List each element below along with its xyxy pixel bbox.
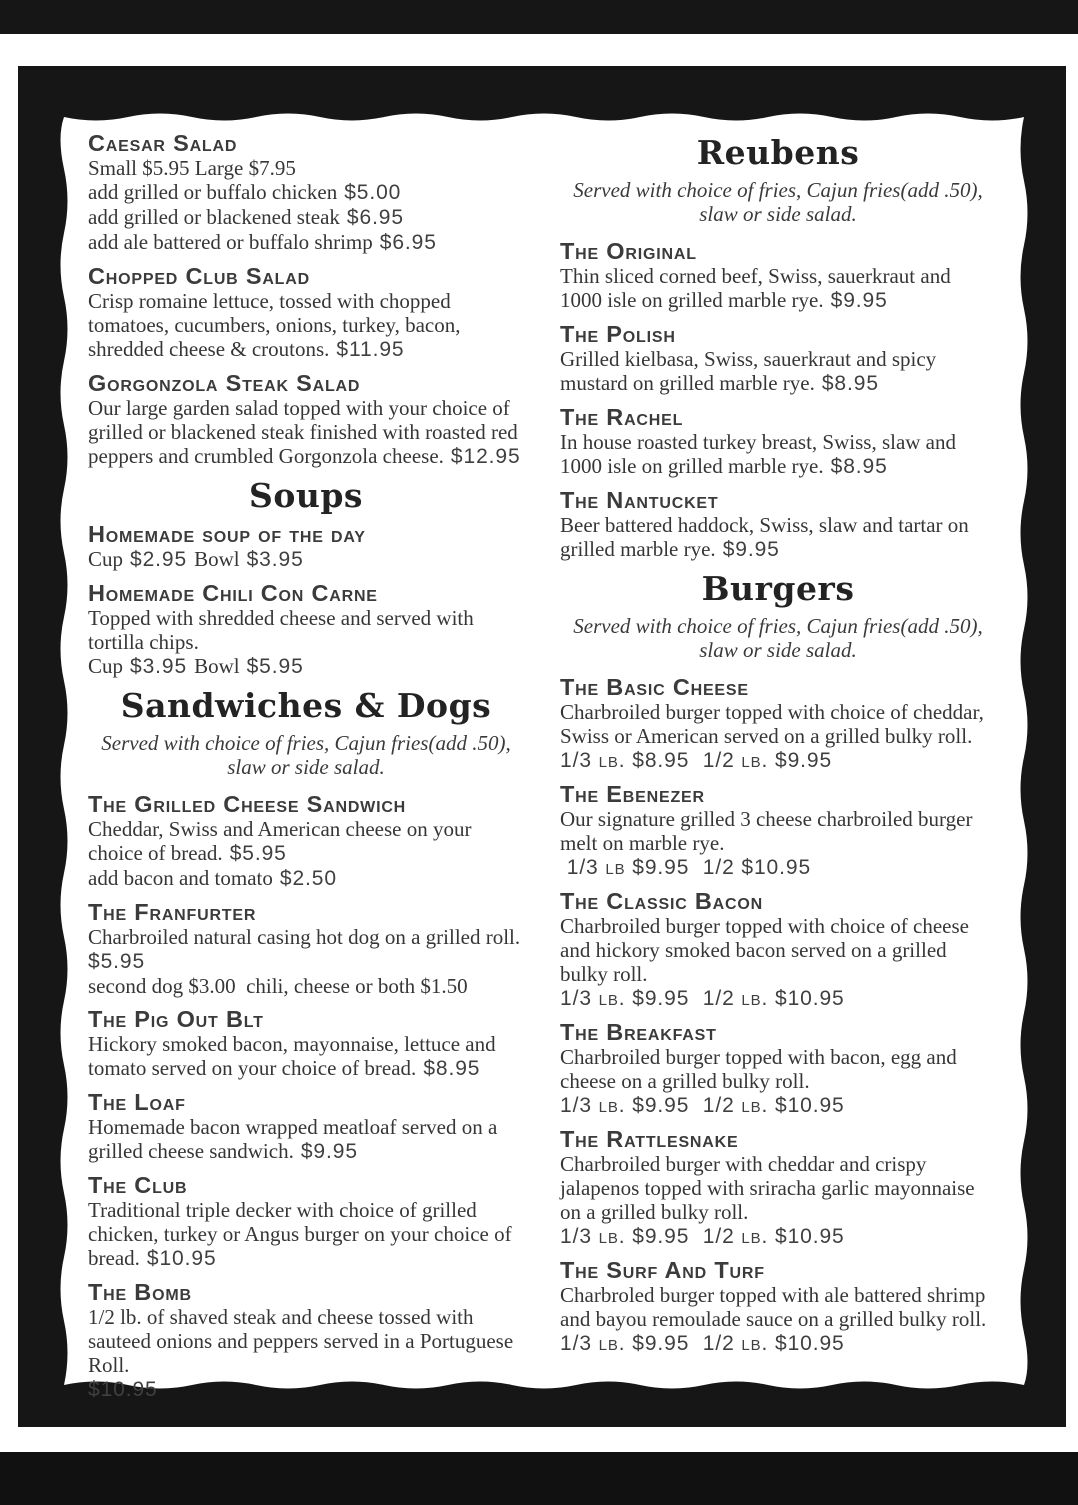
price-text: 1/3 lb $9.95 1/2 $10.95: [560, 855, 812, 879]
item-line: [560, 1331, 996, 1356]
price-text: $5.95: [246, 654, 304, 678]
item-line: [88, 817, 524, 866]
price-text: 1/3 lb. $8.95 1/2 lb. $9.95: [560, 748, 833, 772]
price-text: 1/3 lb. $9.95 1/2 lb. $10.95: [560, 1224, 845, 1248]
description-text: Traditional triple decker with choice of grilled chicken, turkey or Angus burger on your choice of bread.: [88, 1197, 512, 1270]
description-text: 1/2 lb. of shaved steak and cheese tossed with sauteed onions and peppers served in a Portuguese Roll.: [88, 1304, 514, 1377]
menu-item: [560, 238, 996, 313]
item-line: [88, 949, 524, 974]
item-line: [560, 986, 996, 1011]
price-text: $5.00: [344, 181, 402, 204]
description-text: Grilled kielbasa, Swiss, sauerkraut and spicy mustard on grilled marble rye.: [560, 346, 937, 395]
description-text: Hickory smoked bacon, mayonnaise, lettuce and tomato served on your choice of bread.: [88, 1031, 496, 1080]
item-line: [88, 289, 524, 362]
item-line: [88, 925, 524, 949]
price-text: $5.95: [229, 841, 287, 865]
item-line: [560, 807, 996, 855]
item-name: The Rachel: [560, 403, 684, 430]
menu-item: [88, 1279, 524, 1402]
description-text: add grilled or buffalo chicken: [88, 180, 338, 204]
description-text: Charbroled burger topped with ale battered shrimp and bayou remoulade sauce on a grilled bulky roll.: [560, 1282, 987, 1331]
price-text: $2.95: [130, 547, 188, 571]
menu-column-right: [560, 134, 996, 1364]
item-line: [560, 1045, 996, 1093]
item-line: [560, 513, 996, 562]
description-text: Charbroiled natural casing hot dog on a grilled roll.: [88, 924, 521, 949]
item-line: [88, 1032, 524, 1081]
price-text: $8.95: [423, 1056, 481, 1080]
price-text: 1/3 lb. $9.95 1/2 lb. $10.95: [560, 1093, 845, 1117]
item-name: The Surf And Turf: [560, 1256, 765, 1283]
item-name: The Franfurter: [88, 898, 257, 925]
item-line: [88, 156, 524, 180]
description-text: Thin sliced corned beef, Swiss, sauerkraut and 1000 isle on grilled marble rye.: [560, 263, 951, 312]
description-text: Crisp romaine lettuce, tossed with chopped tomatoes, cucumbers, onions, turkey, bacon, shredded cheese & croutons.: [88, 289, 461, 361]
item-name: Chopped Club Salad: [88, 263, 310, 289]
item-line: [560, 430, 996, 479]
menu-item: [560, 1019, 996, 1118]
menu-item: [560, 888, 996, 1011]
item-line: [560, 1224, 996, 1249]
description-text: add grilled or blackened steak: [88, 205, 340, 229]
menu-item: [88, 1172, 524, 1271]
price-text: $2.50: [279, 866, 337, 890]
price-text: $10.95: [146, 1246, 217, 1270]
item-line: [560, 264, 996, 313]
item-name: The Bomb: [88, 1278, 192, 1305]
item-name: The Basic Cheese: [560, 673, 749, 700]
section-note: Served with choice of fries, Cajun fries(add .50), slaw or side salad.: [573, 177, 983, 226]
item-name: The Loaf: [88, 1088, 186, 1115]
menu-item: [88, 370, 524, 469]
item-line: [88, 547, 524, 572]
menu-item: [88, 791, 524, 891]
menu-item: [560, 781, 996, 880]
description-text: Charbroiled burger topped with choice of cheese and hickory smoked bacon served on a grilled bulky roll.: [560, 913, 969, 986]
price-text: $3.95: [246, 547, 304, 571]
item-name: The Pig Out Blt: [88, 1005, 264, 1032]
item-name: Caesar Salad: [88, 130, 238, 156]
section-title: Burgers: [701, 568, 855, 608]
price-text: $8.95: [830, 454, 888, 478]
item-line: [560, 748, 996, 773]
item-line: [560, 700, 996, 748]
menu-item: [88, 580, 524, 679]
item-name: The Grilled Cheese Sandwich: [88, 790, 407, 817]
item-line: [88, 654, 524, 679]
item-line: [88, 866, 524, 891]
menu-item: [88, 521, 524, 572]
section-note: Served with choice of fries, Cajun fries(add .50), slaw or side salad.: [573, 613, 983, 662]
menu-item: [88, 899, 524, 998]
description-text: add bacon and tomato: [88, 865, 273, 890]
description-text: Charbroiled burger with cheddar and crispy jalapenos topped with sriracha garlic mayonnaise on a grilled bulky roll.: [560, 1151, 975, 1224]
menu-item: [560, 1126, 996, 1249]
price-text: 1/3 lb. $9.95 1/2 lb. $10.95: [560, 986, 845, 1010]
price-text: $6.95: [346, 206, 404, 229]
item-name: The Breakfast: [560, 1018, 717, 1045]
item-line: [560, 1093, 996, 1118]
item-line: [88, 1115, 524, 1164]
item-name: The Original: [560, 237, 697, 264]
description-text: Bowl: [194, 546, 240, 571]
price-text: $11.95: [336, 338, 405, 361]
menu-item: [88, 1089, 524, 1164]
price-text: $12.95: [450, 445, 521, 468]
menu-item: [560, 404, 996, 479]
menu-item: [560, 1257, 996, 1356]
item-name: Homemade soup of the day: [88, 520, 366, 547]
price-text: $5.95: [88, 949, 146, 973]
item-name: The Polish: [560, 320, 676, 347]
item-name: The Classic Bacon: [560, 887, 763, 914]
menu-item: [88, 263, 524, 362]
item-line: [88, 606, 524, 654]
section-note: Served with choice of fries, Cajun fries(add .50), slaw or side salad.: [101, 730, 511, 779]
item-name: The Nantucket: [560, 486, 719, 513]
price-text: 1/3 lb. $9.95 1/2 lb. $10.95: [560, 1331, 845, 1355]
description-text: Charbroiled burger topped with choice of cheddar, Swiss or American served on a grilled bulky roll.: [560, 699, 984, 748]
item-line: [560, 347, 996, 396]
menu-item: [88, 1006, 524, 1081]
description-text: In house roasted turkey breast, Swiss, slaw and 1000 isle on grilled marble rye.: [560, 429, 957, 478]
item-line: [88, 205, 524, 230]
description-text: Beer battered haddock, Swiss, slaw and tartar on grilled marble rye.: [560, 512, 969, 561]
description-text: Topped with shredded cheese and served with tortilla chips.: [88, 605, 474, 654]
price-text: $10.95: [88, 1377, 158, 1401]
description-text: Bowl: [194, 653, 240, 678]
description-text: Cheddar, Swiss and American cheese on your choice of bread.: [88, 816, 472, 865]
description-text: Cup: [88, 546, 124, 571]
section-title: Reubens: [696, 133, 860, 172]
item-line: [560, 1283, 996, 1331]
menu-item: [560, 321, 996, 396]
price-text: $9.95: [830, 288, 888, 312]
description-text: Charbroiled burger topped with bacon, egg and cheese on a grilled bulky roll.: [560, 1044, 957, 1093]
scan-bottom-bar: [0, 1452, 1078, 1505]
description-text: Small $5.95 Large $7.95: [88, 156, 296, 180]
item-line: [88, 230, 524, 255]
description-text: Cup: [88, 653, 124, 678]
item-name: The Ebenezer: [560, 780, 705, 807]
item-line: [88, 180, 524, 205]
item-line: [560, 1152, 996, 1224]
item-line: [88, 1305, 524, 1377]
item-line: [560, 914, 996, 986]
section-title: Soups: [249, 476, 363, 515]
description-text: second dog $3.00 chili, cheese or both $1.50: [88, 973, 468, 998]
description-text: Homemade bacon wrapped meatloaf served on a grilled cheese sandwich.: [88, 1114, 498, 1163]
item-line: [88, 396, 524, 469]
item-name: Homemade Chili Con Carne: [88, 579, 378, 606]
item-name: Gorgonzola Steak Salad: [88, 370, 361, 396]
section-title: Sandwiches & Dogs: [120, 685, 492, 725]
description-text: Our signature grilled 3 cheese charbroiled burger melt on marble rye.: [560, 806, 973, 855]
menu-column-left: [88, 130, 524, 1410]
description-text: Our large garden salad topped with your choice of grilled or blackened steak finished with roasted red peppers and crumbled Gorgonzola cheese.: [88, 396, 518, 468]
item-name: The Club: [88, 1171, 188, 1198]
description-text: add ale battered or buffalo shrimp: [88, 230, 373, 254]
price-text: $6.95: [379, 231, 437, 254]
item-line: [88, 1198, 524, 1271]
menu-item: [560, 674, 996, 773]
item-line: [88, 974, 524, 998]
price-text: $8.95: [821, 371, 879, 395]
price-text: $3.95: [130, 654, 188, 678]
item-name: The Rattlesnake: [560, 1125, 739, 1152]
price-text: $9.95: [722, 537, 780, 561]
menu-item: [560, 487, 996, 562]
price-text: $9.95: [300, 1139, 358, 1163]
menu-item: [88, 130, 524, 255]
item-line: [88, 1377, 524, 1402]
item-line: [560, 855, 996, 880]
